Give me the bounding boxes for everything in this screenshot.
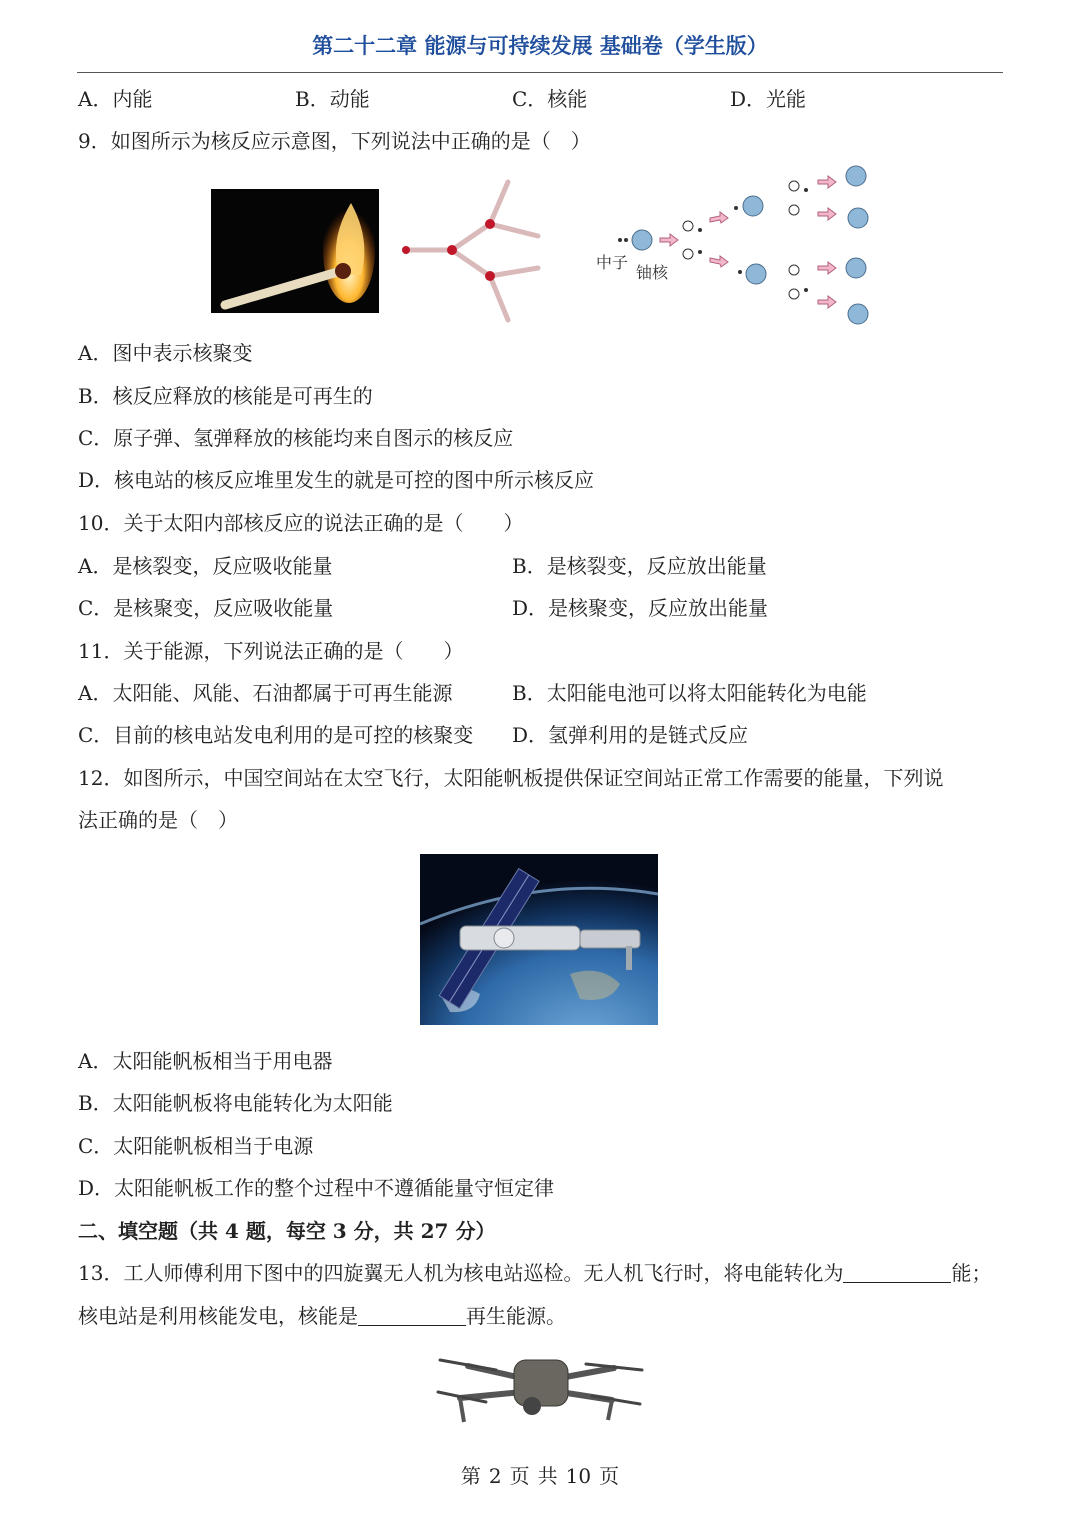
q13-line2 bbox=[78, 1303, 566, 1329]
q11-stem: 11．关于能源，下列说法正确的是（ ） bbox=[78, 639, 464, 663]
q13-line1 bbox=[78, 1260, 991, 1286]
footer-suffix: 页 bbox=[599, 1464, 620, 1488]
quadcopter-drone-image bbox=[434, 1342, 648, 1428]
q8-option-b: B．动能 bbox=[295, 87, 370, 111]
header-divider bbox=[77, 72, 1003, 73]
q8-option-d: D．光能 bbox=[730, 87, 807, 111]
footer-total-word: 共 bbox=[537, 1464, 558, 1488]
q11-option-c: C．目前的核电站发电利用的是可控的核聚变 bbox=[78, 723, 474, 747]
chain-reaction-sticks-diagram bbox=[400, 178, 542, 326]
footer-page-word: 页 bbox=[509, 1464, 530, 1488]
q10-option-c: C．是核聚变，反应吸收能量 bbox=[78, 596, 334, 620]
q10-option-a: A．是核裂变，反应吸收能量 bbox=[78, 554, 333, 578]
q11-option-d: D．氢弹利用的是链式反应 bbox=[512, 723, 749, 747]
q8-option-c: C．核能 bbox=[512, 87, 588, 111]
q11-option-a: A．太阳能、风能、石油都属于可再生能源 bbox=[78, 681, 453, 705]
q9-option-d: D．核电站的核反应堆里发生的就是可控的图中所示核反应 bbox=[78, 468, 595, 492]
q12-stem-line2: 法正确的是（ ） bbox=[78, 808, 238, 832]
q12-option-c: C．太阳能帆板相当于电源 bbox=[78, 1134, 314, 1158]
q8-option-a: A．内能 bbox=[78, 87, 153, 111]
current-page-number: 2 bbox=[488, 1464, 502, 1488]
q11-option-b: B．太阳能电池可以将太阳能转化为电能 bbox=[512, 681, 867, 705]
section-2-title: 二、填空题（共 4 题，每空 3 分，共 27 分） bbox=[78, 1219, 496, 1243]
q10-stem: 10．关于太阳内部核反应的说法正确的是（ ） bbox=[78, 511, 524, 535]
footer-prefix: 第 bbox=[460, 1464, 481, 1488]
match-flame-image bbox=[211, 189, 379, 313]
q13-line1-text-a: 13．工人师傅利用下图中的四旋翼无人机为核电站巡检。无人机飞行时，将电能转化为 bbox=[78, 1261, 844, 1285]
page-footer bbox=[0, 1460, 1080, 1489]
q9-option-c: C．原子弹、氢弹释放的核能均来自图示的核反应 bbox=[78, 426, 514, 450]
nuclear-fission-diagram bbox=[590, 160, 880, 332]
q12-stem-line1: 12．如图所示，中国空间站在太空飞行，太阳能帆板提供保证空间站正常工作需要的能量，下列说 bbox=[78, 766, 944, 790]
uranium-nucleus-label: 铀核 bbox=[636, 263, 669, 282]
page-header-title: 第二十二章 能源与可持续发展 基础卷（学生版） bbox=[312, 34, 768, 58]
q12-option-b: B．太阳能帆板将电能转化为太阳能 bbox=[78, 1091, 393, 1115]
q13-blank-1[interactable] bbox=[843, 1262, 951, 1283]
q9-stem: 9．如图所示为核反应示意图，下列说法中正确的是（ ） bbox=[78, 129, 591, 153]
q13-line1-text-b: 能； bbox=[951, 1261, 992, 1285]
neutron-label: 中子 bbox=[596, 253, 629, 272]
q13-line2-text-a: 核电站是利用核能发电，核能是 bbox=[78, 1304, 358, 1328]
q12-option-d: D．太阳能帆板工作的整个过程中不遵循能量守恒定律 bbox=[78, 1176, 555, 1200]
q13-line2-text-b: 再生能源。 bbox=[466, 1304, 566, 1328]
q9-option-a: A．图中表示核聚变 bbox=[78, 341, 253, 365]
total-page-count: 10 bbox=[565, 1464, 592, 1488]
space-station-image bbox=[420, 854, 658, 1025]
q13-blank-2[interactable] bbox=[358, 1305, 466, 1326]
q10-option-b: B．是核裂变，反应放出能量 bbox=[512, 554, 767, 578]
q9-option-b: B．核反应释放的核能是可再生的 bbox=[78, 384, 373, 408]
q12-option-a: A．太阳能帆板相当于用电器 bbox=[78, 1049, 333, 1073]
q10-option-d: D．是核聚变，反应放出能量 bbox=[512, 596, 769, 620]
